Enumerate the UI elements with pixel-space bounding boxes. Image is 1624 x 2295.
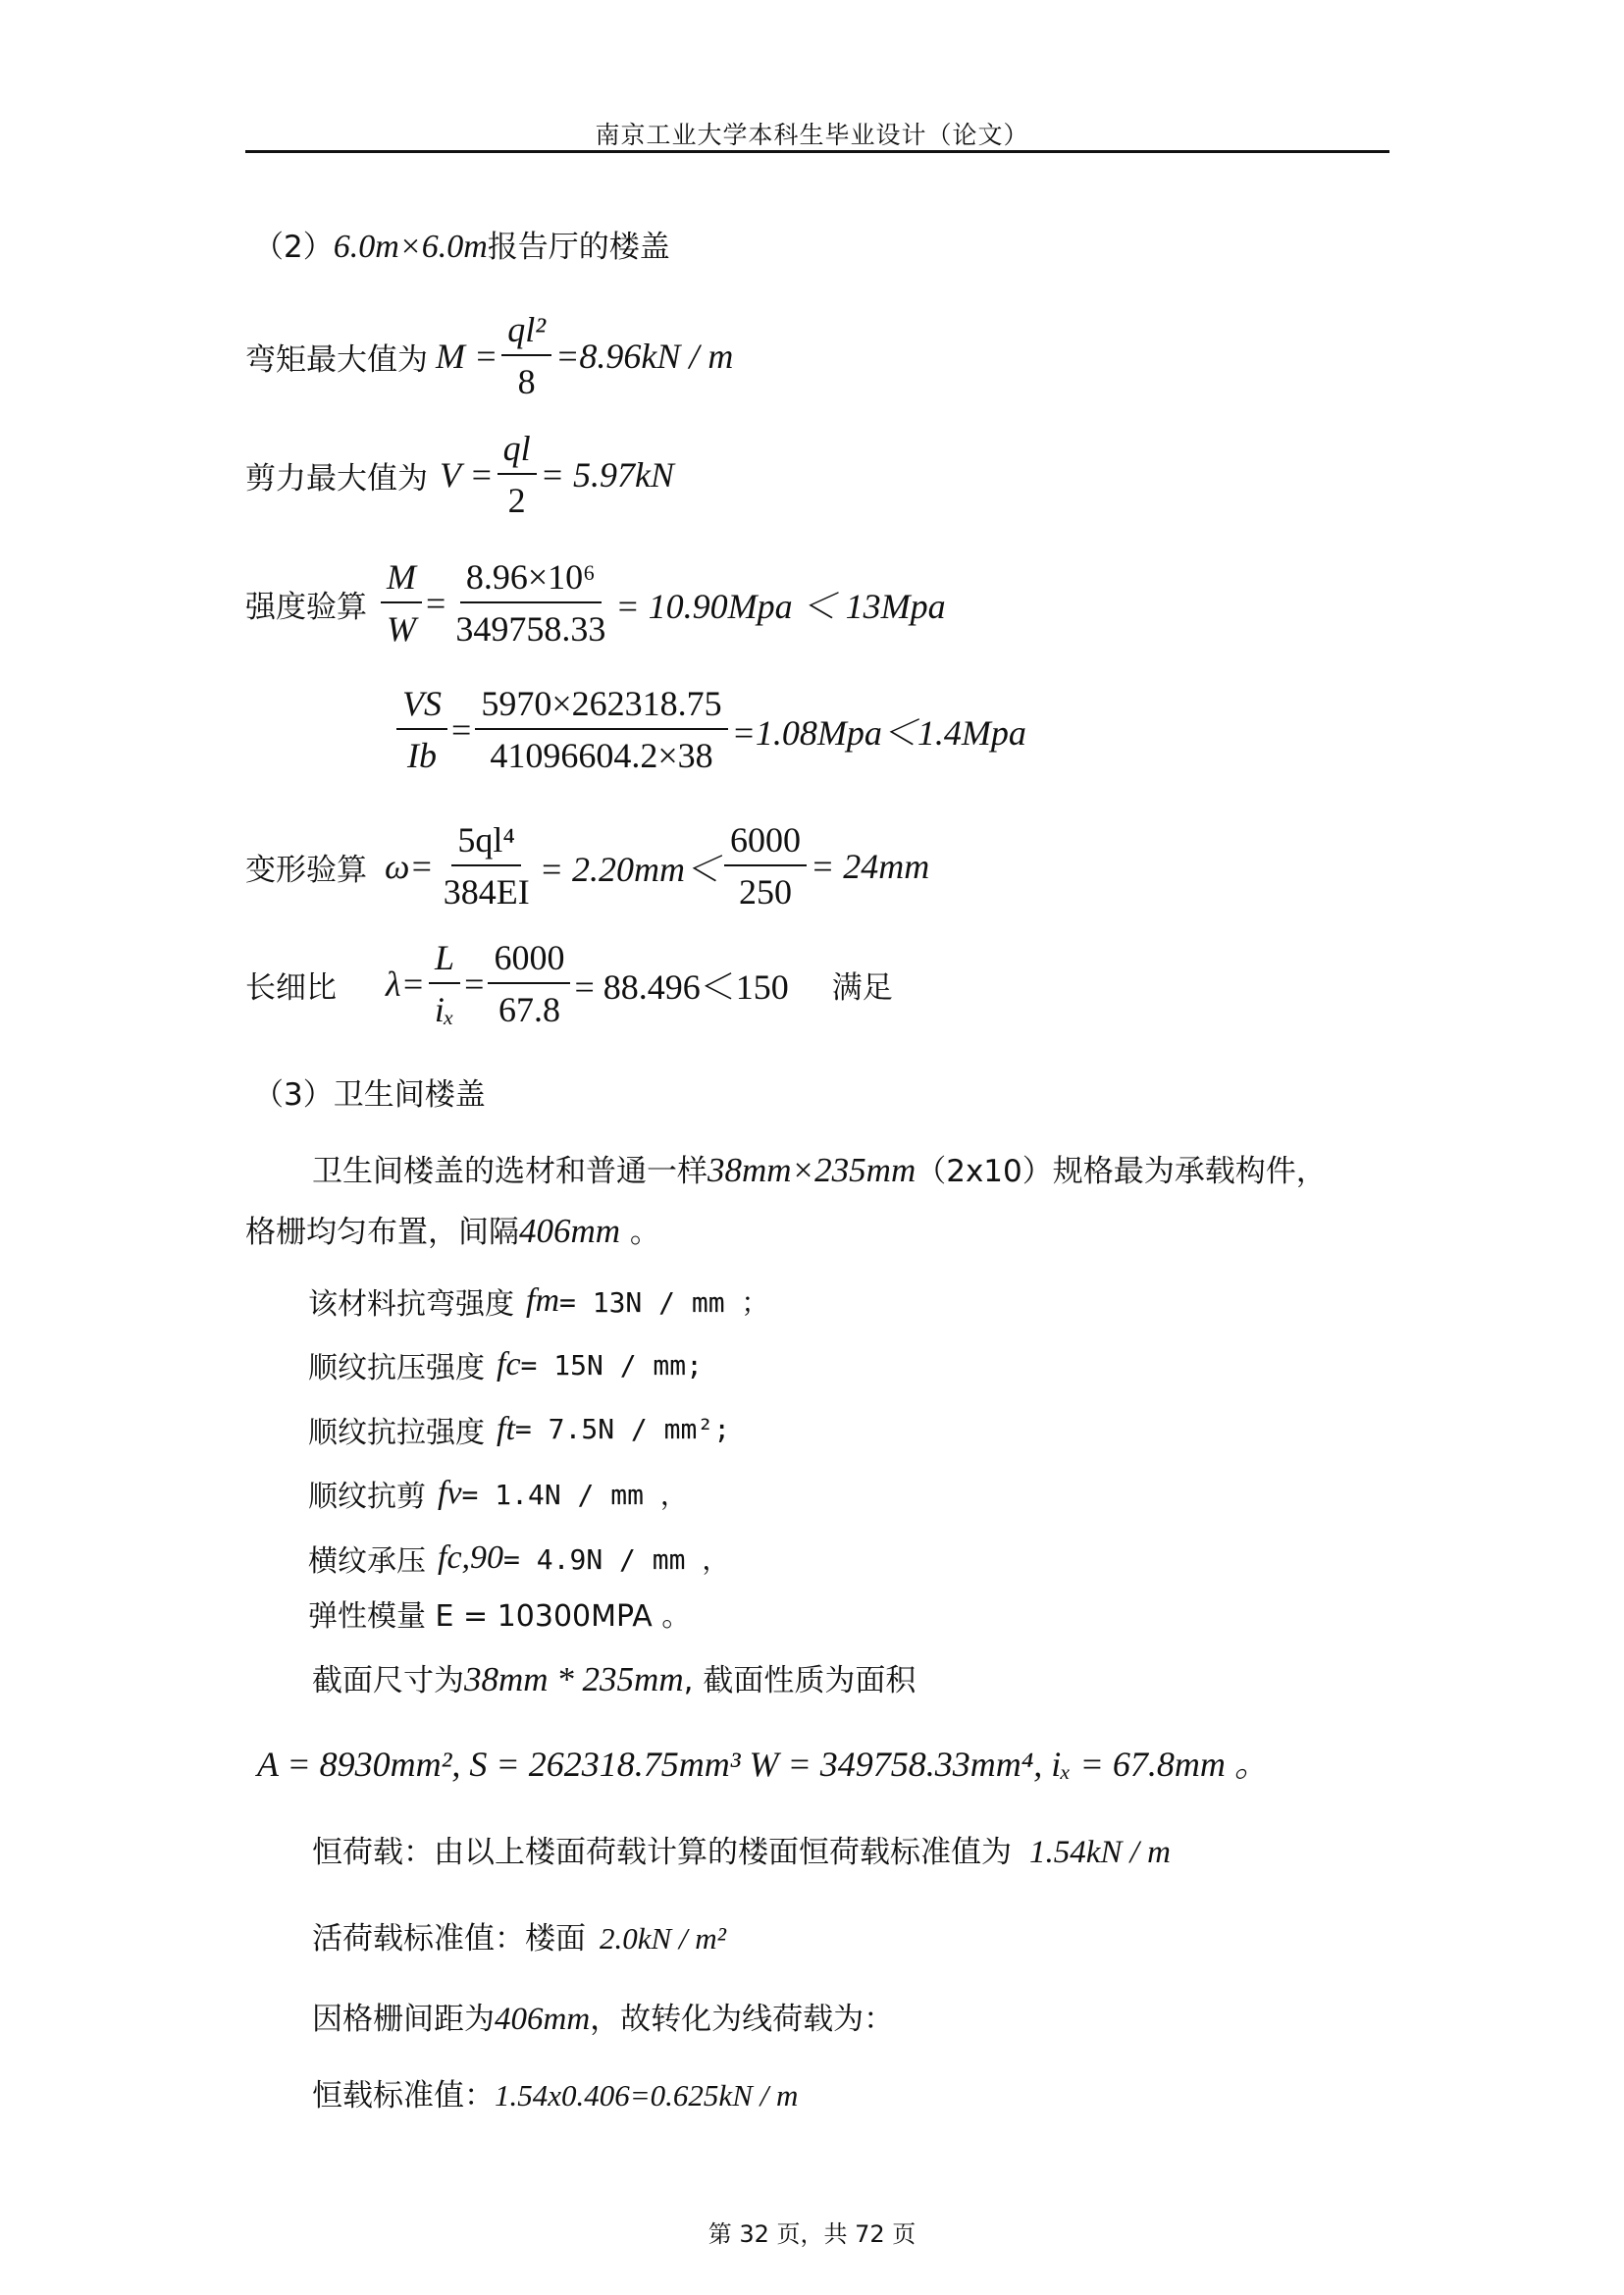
paragraph-spacing: 406mm: [519, 1212, 621, 1250]
conversion-label: 因格栅间距为: [312, 2002, 495, 2037]
header-rule: [245, 150, 1389, 153]
section-size-line: [312, 1655, 916, 1699]
moment-equation: [245, 310, 733, 403]
strength-w: W: [387, 609, 416, 650]
moment-lhs: M =: [436, 337, 498, 377]
material-property-row: [308, 1526, 768, 1591]
page-number: 第 32 页，共 72 页: [707, 2220, 917, 2248]
shear-stress-num-value: 5970×262318.75: [475, 684, 727, 730]
slenderness-result: = 88.496＜150: [574, 966, 789, 1007]
moment-numerator: ql²: [501, 310, 551, 356]
paragraph-text-2c: 。: [620, 1215, 660, 1250]
deformation-lhs: ω=: [385, 847, 434, 887]
deformation-limit-fraction: [724, 820, 807, 913]
property-label: 顺纹抗剪: [308, 1480, 426, 1515]
moment-result: =8.96kN / m: [555, 337, 734, 377]
shear-stress-vs: VS: [396, 684, 447, 730]
section-props-label: , 截面性质为面积: [683, 1663, 917, 1698]
paragraph-text-2a: 格栅均匀布置，间隔: [245, 1215, 519, 1250]
section-2-heading: [253, 222, 670, 266]
shear-result: = 5.97kN: [540, 455, 674, 496]
material-property-row: [308, 1397, 768, 1462]
strength-equals: =: [426, 584, 446, 624]
shear-stress-result: =1.08Mpa＜1.4Mpa: [731, 712, 1026, 753]
shear-stress-values: [475, 684, 727, 777]
conversion-spacing: 406mm: [495, 2002, 591, 2037]
section-size-value: 38mm * 235mm: [464, 1660, 684, 1698]
slenderness-equals: =: [464, 965, 485, 1005]
property-value: = 15N / mm;: [520, 1348, 703, 1382]
property-value: = 4.9N / mm ，: [503, 1542, 730, 1576]
material-property-row: [308, 1333, 768, 1398]
live-load-line: [312, 1913, 726, 1957]
moment-fraction: [501, 310, 551, 403]
section-3-paragraph-line2: [245, 1207, 660, 1251]
strength-check-shear: [393, 684, 1026, 777]
property-label: 该材料抗弯强度: [308, 1286, 514, 1322]
slenderness-den-value: 67.8: [498, 990, 560, 1030]
conversion-line: [312, 1994, 894, 2038]
elastic-modulus-text: 弹性模量 E = 10300MPA 。: [308, 1599, 692, 1634]
dead-load-line: [312, 1827, 1171, 1871]
shear-fraction: [498, 429, 537, 522]
shear-label: 剪力最大值为: [245, 460, 428, 496]
section-properties-values: A = 8930mm², S = 262318.75mm³ W = 349758.33mm⁴, iₓ = 67.8mm 。: [257, 1745, 1270, 1784]
section-2-title: 报告厅的楼盖: [487, 230, 670, 265]
dead-std-value: 1.54x0.406=0.625kN / m: [495, 2078, 799, 2112]
shear-stress-fraction: [396, 684, 447, 777]
dead-load-label: 恒荷载：由以上楼面荷载计算的楼面恒荷载标准值为: [312, 1835, 1012, 1870]
strength-fraction-mw: [381, 557, 422, 651]
slenderness-fraction: [429, 938, 460, 1031]
dead-std-label: 恒载标准值：: [312, 2078, 495, 2113]
strength-den-value: 349758.33: [455, 609, 606, 650]
section-properties-line: [257, 1737, 1270, 1787]
section-size-label: 截面尺寸为: [312, 1663, 464, 1698]
material-property-row: [308, 1269, 768, 1333]
shear-stress-equals: =: [451, 710, 472, 751]
slenderness-check: [245, 938, 893, 1031]
live-load-label: 活荷载标准值：楼面: [312, 1921, 586, 1956]
section-2-dims: 6.0m×6.0m: [333, 229, 488, 265]
deformation-denominator: 384EI: [443, 872, 530, 913]
deformation-label: 变形验算: [245, 852, 367, 888]
slenderness-num-value: 6000: [488, 938, 570, 984]
strength-fraction-values: [449, 557, 611, 651]
section-3-paragraph-line1: [312, 1146, 1327, 1190]
strength-num-value: 8.96×10⁶: [460, 557, 602, 603]
deformation-middle: = 2.20mm＜: [539, 849, 720, 889]
elastic-modulus: [308, 1591, 691, 1635]
shear-stress-den-value: 41096604.2×38: [490, 736, 713, 776]
live-load-value: 2.0kN / m²: [600, 1921, 726, 1956]
strength-m: M: [381, 557, 422, 603]
shear-denominator: 2: [507, 481, 526, 521]
slenderness-ok: 满足: [831, 969, 893, 1006]
paragraph-text-1a: 卫生间楼盖的选材和普通一样: [312, 1154, 707, 1189]
moment-label: 弯矩最大值为: [245, 341, 428, 378]
property-symbol: fc: [497, 1346, 521, 1383]
deformation-check: [245, 820, 929, 913]
property-symbol: fc,90: [438, 1539, 504, 1576]
paragraph-dims: 38mm×235mm: [707, 1151, 917, 1189]
property-label: 横纹承压: [308, 1543, 426, 1579]
dead-std-line: [312, 2070, 798, 2114]
strength-result: = 10.90Mpa ＜ 13Mpa: [615, 586, 946, 626]
slenderness-values: [488, 938, 570, 1031]
deformation-numerator: 5ql⁴: [451, 820, 521, 866]
property-symbol: fv: [438, 1475, 462, 1512]
strength-label: 强度验算: [245, 589, 367, 625]
slenderness-lhs: λ=: [386, 965, 425, 1005]
shear-numerator: ql: [498, 429, 537, 475]
property-symbol: fm: [526, 1281, 559, 1319]
section-3-heading: （3）卫生间楼盖: [253, 1077, 486, 1113]
strength-check-bending: [245, 557, 946, 651]
deformation-limit-den: 250: [739, 872, 792, 913]
deformation-fraction: [438, 820, 536, 913]
deformation-result: = 24mm: [811, 847, 930, 887]
shear-equation: [245, 429, 674, 522]
material-property-list: [308, 1269, 768, 1591]
slenderness-ix: iₓ: [434, 990, 455, 1030]
deformation-limit-num: 6000: [724, 820, 807, 866]
dead-load-value: 1.54kN / m: [1029, 1835, 1171, 1870]
property-value: = 7.5N / mm²;: [514, 1413, 731, 1446]
moment-denominator: 8: [517, 362, 536, 402]
header-title: 南京工业大学本科生毕业设计（论文）: [595, 121, 1029, 149]
property-value: = 1.4N / mm ，: [461, 1479, 688, 1512]
property-label: 顺纹抗拉强度: [308, 1415, 485, 1450]
property-label: 顺纹抗压强度: [308, 1351, 485, 1386]
slenderness-l: L: [429, 938, 460, 984]
slenderness-label: 长细比: [245, 969, 337, 1006]
shear-stress-ib: Ib: [407, 736, 437, 776]
shear-lhs: V =: [440, 455, 494, 496]
section-2-number: （2）: [253, 230, 334, 265]
conversion-text: ，故转化为线荷载为：: [590, 2002, 895, 2037]
property-value: = 13N / mm ；: [559, 1285, 769, 1319]
property-symbol: ft: [497, 1410, 515, 1447]
material-property-row: [308, 1462, 768, 1527]
paragraph-text-1c: （2x10）规格最为承载构件，: [916, 1154, 1327, 1189]
